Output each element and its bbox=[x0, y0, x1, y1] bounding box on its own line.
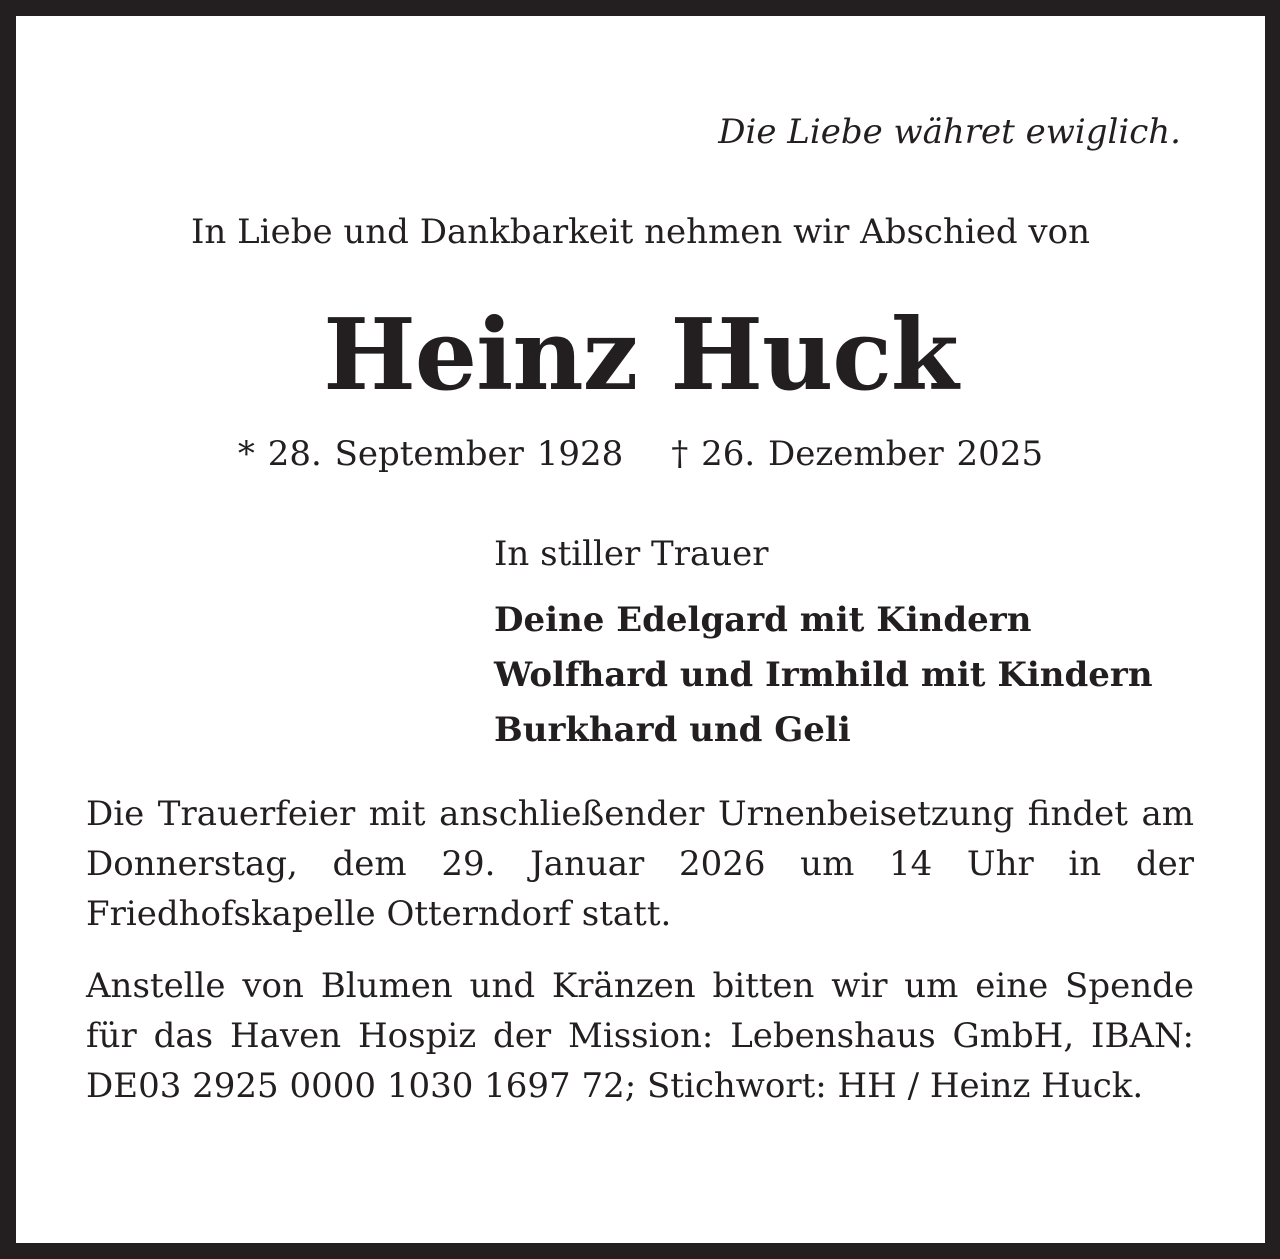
death-date: † 26. Dezember 2025 bbox=[671, 434, 1044, 474]
obituary-notice bbox=[16, 16, 1265, 1243]
funeral-info: Die Trauerfeier mit anschließender Urnenbeisetzung findet am Donnerstag, dem 29. Januar 2026 um 14 Uhr in der Friedhofskapelle Otterndorf statt. bbox=[86, 794, 1194, 934]
family-member: Deine Edelgard mit Kindern bbox=[494, 600, 1032, 640]
birth-date: * 28. September 1928 bbox=[237, 434, 624, 474]
family-member: Wolfhard und Irmhild mit Kindern bbox=[494, 655, 1153, 695]
donation-info: Anstelle von Blumen und Kränzen bitten wir um eine Spende für das Haven Hospiz der Mission: Lebenshaus GmbH, IBAN: DE03 2925 0000 1030 1697 72; Stichwort: HH / Heinz Huck. bbox=[86, 966, 1194, 1106]
deceased-name: Heinz Huck bbox=[323, 298, 958, 413]
family-member: Burkhard und Geli bbox=[494, 710, 851, 750]
intro-line: In Liebe und Dankbarkeit nehmen wir Abschied von bbox=[190, 212, 1091, 252]
mourning-line: In stiller Trauer bbox=[494, 534, 769, 574]
life-dates bbox=[16, 434, 1265, 474]
motto: Die Liebe währet ewiglich. bbox=[718, 112, 1181, 152]
